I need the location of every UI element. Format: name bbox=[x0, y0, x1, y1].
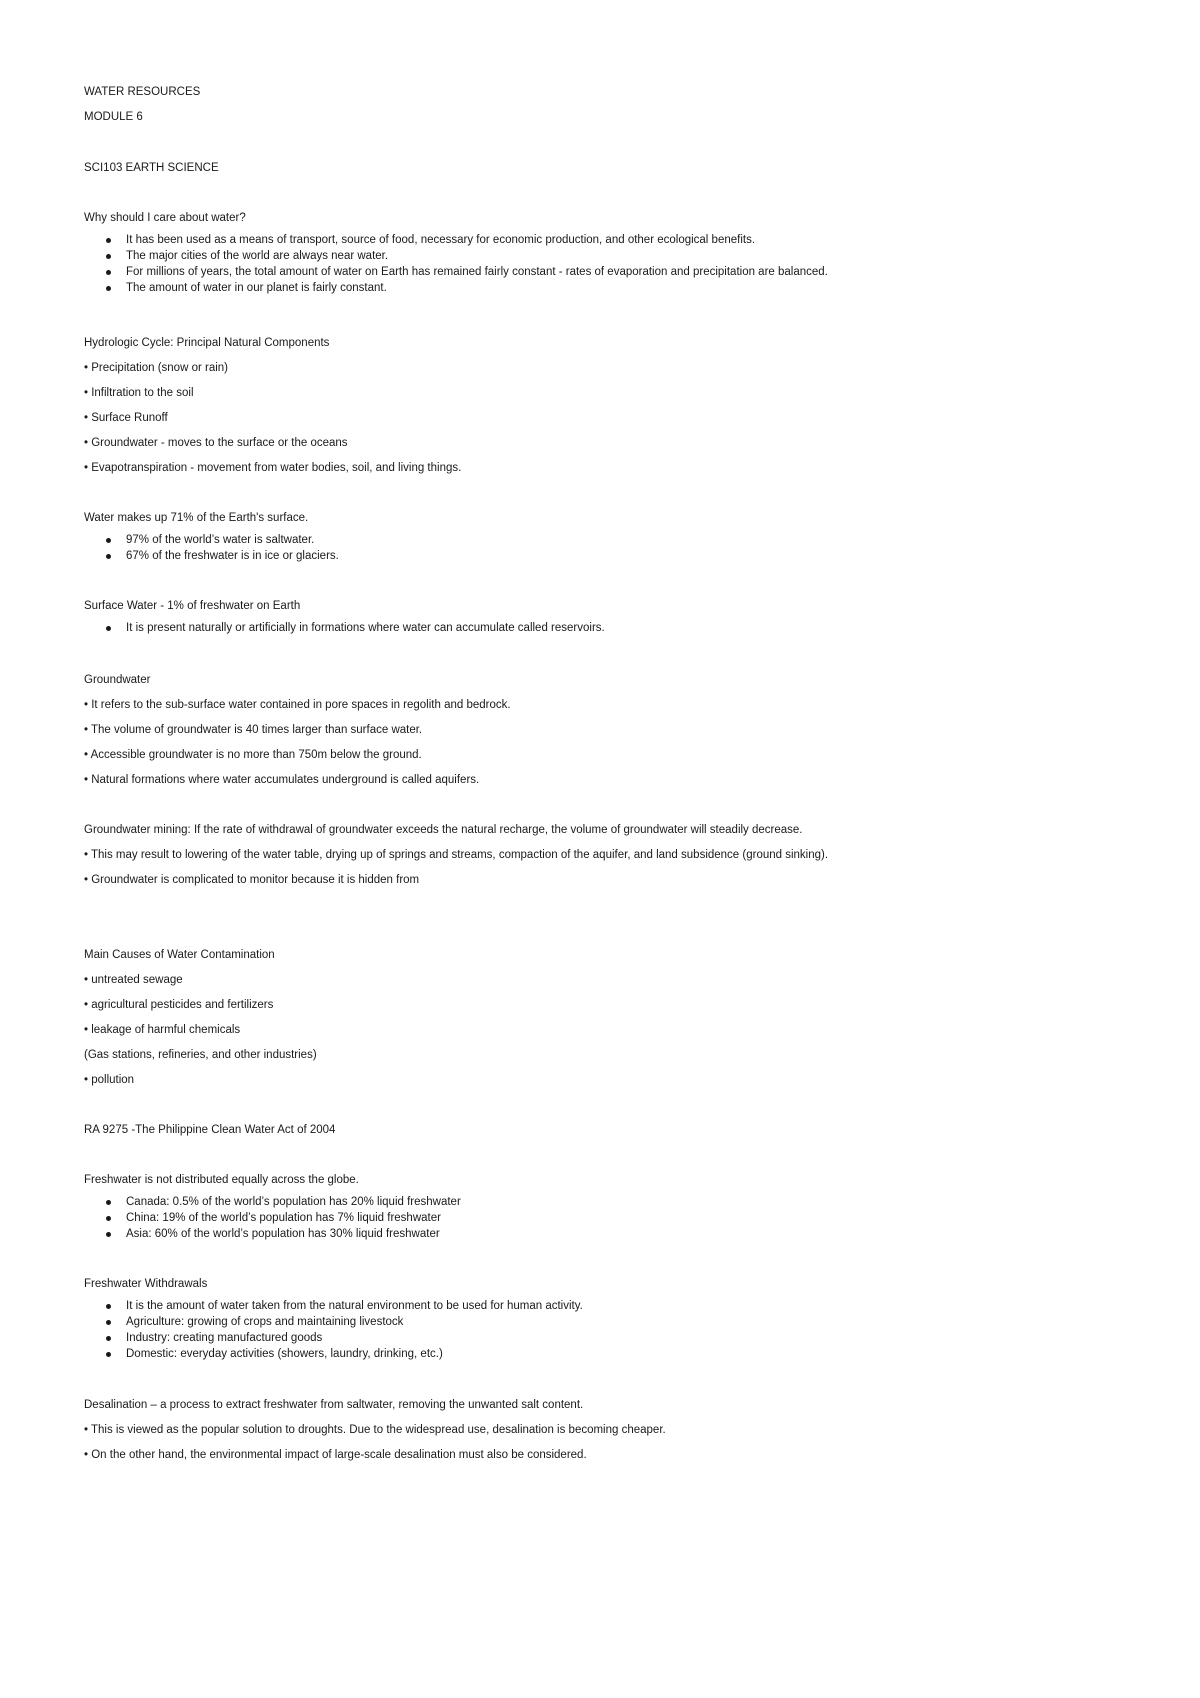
list-item: It is present naturally or artificially in formations where water can accumulate called reservoirs. bbox=[126, 622, 605, 634]
list-item: • Natural formations where water accumulates underground is called aquifers. bbox=[84, 774, 480, 786]
list-item: • untreated sewage bbox=[84, 974, 183, 986]
list-item: It is the amount of water taken from the natural environment to be used for human activity. bbox=[126, 1300, 583, 1312]
bullet-dot bbox=[106, 270, 111, 275]
list-item: • This may result to lowering of the water table, drying up of springs and streams, compaction of the aquifer, and land subsidence (ground sinking). bbox=[84, 849, 829, 861]
surface-water-heading: Surface Water - 1% of freshwater on Earth bbox=[84, 600, 301, 612]
document-title: WATER RESOURCES bbox=[84, 86, 201, 98]
list-item: Industry: creating manufactured goods bbox=[126, 1332, 323, 1344]
list-item: • On the other hand, the environmental impact of large-scale desalination must also be considered. bbox=[84, 1449, 587, 1461]
list-item: • Groundwater - moves to the surface or the oceans bbox=[84, 437, 348, 449]
bullet-dot bbox=[106, 1232, 111, 1237]
bullet-dot bbox=[106, 238, 111, 243]
course-label: SCI103 EARTH SCIENCE bbox=[84, 162, 219, 174]
bullet-dot bbox=[106, 1200, 111, 1205]
list-item: • Surface Runoff bbox=[84, 412, 168, 424]
list-item: (Gas stations, refineries, and other industries) bbox=[84, 1049, 317, 1061]
water-surface-heading: Water makes up 71% of the Earth's surface. bbox=[84, 512, 309, 524]
list-item: Canada: 0.5% of the world’s population has 20% liquid freshwater bbox=[126, 1196, 461, 1208]
bullet-dot bbox=[106, 286, 111, 291]
list-item: • leakage of harmful chemicals bbox=[84, 1024, 241, 1036]
list-item: The amount of water in our planet is fairly constant. bbox=[126, 282, 387, 294]
desalination-heading: Desalination – a process to extract freshwater from saltwater, removing the unwanted salt content. bbox=[84, 1399, 584, 1411]
bullet-dot bbox=[106, 1336, 111, 1341]
mining-heading: Groundwater mining: If the rate of withdrawal of groundwater exceeds the natural recharge, the volume of groundwater will steadily decrease. bbox=[84, 824, 803, 836]
hydrologic-heading: Hydrologic Cycle: Principal Natural Components bbox=[84, 337, 330, 349]
why-care-heading: Why should I care about water? bbox=[84, 212, 246, 224]
list-item: It has been used as a means of transport, source of food, necessary for economic production, and other ecological benefits. bbox=[126, 234, 756, 246]
contamination-heading: Main Causes of Water Contamination bbox=[84, 949, 275, 961]
bullet-dot bbox=[106, 1216, 111, 1221]
list-item: • agricultural pesticides and fertilizers bbox=[84, 999, 274, 1011]
list-item: For millions of years, the total amount of water on Earth has remained fairly constant - rates of evaporation and precipitation are balanced. bbox=[126, 266, 828, 278]
list-item: • Accessible groundwater is no more than 750m below the ground. bbox=[84, 749, 422, 761]
bullet-dot bbox=[106, 1352, 111, 1357]
list-item: 97% of the world’s water is saltwater. bbox=[126, 534, 315, 546]
list-item: The major cities of the world are always near water. bbox=[126, 250, 389, 262]
list-item: • Precipitation (snow or rain) bbox=[84, 362, 228, 374]
bullet-dot bbox=[106, 254, 111, 259]
list-item: Asia: 60% of the world’s population has 30% liquid freshwater bbox=[126, 1228, 440, 1240]
distribution-heading: Freshwater is not distributed equally across the globe. bbox=[84, 1174, 359, 1186]
module-label: MODULE 6 bbox=[84, 111, 143, 123]
list-item: Domestic: everyday activities (showers, laundry, drinking, etc.) bbox=[126, 1348, 443, 1360]
list-item: 67% of the freshwater is in ice or glaciers. bbox=[126, 550, 339, 562]
list-item: • Groundwater is complicated to monitor because it is hidden from bbox=[84, 874, 420, 886]
bullet-dot bbox=[106, 538, 111, 543]
law-reference: RA 9275 -The Philippine Clean Water Act of 2004 bbox=[84, 1124, 336, 1136]
withdrawals-heading: Freshwater Withdrawals bbox=[84, 1278, 208, 1290]
list-item: Agriculture: growing of crops and maintaining livestock bbox=[126, 1316, 404, 1328]
bullet-dot bbox=[106, 1304, 111, 1309]
list-item: • It refers to the sub-surface water contained in pore spaces in regolith and bedrock. bbox=[84, 699, 511, 711]
list-item: • pollution bbox=[84, 1074, 135, 1086]
list-item: • The volume of groundwater is 40 times larger than surface water. bbox=[84, 724, 423, 736]
bullet-dot bbox=[106, 1320, 111, 1325]
list-item: • Infiltration to the soil bbox=[84, 387, 194, 399]
list-item: • This is viewed as the popular solution to droughts. Due to the widespread use, desalination is becoming cheaper. bbox=[84, 1424, 666, 1436]
bullet-dot bbox=[106, 626, 111, 631]
groundwater-heading: Groundwater bbox=[84, 674, 151, 686]
list-item: China: 19% of the world’s population has 7% liquid freshwater bbox=[126, 1212, 441, 1224]
list-item: • Evapotranspiration - movement from water bodies, soil, and living things. bbox=[84, 462, 462, 474]
bullet-dot bbox=[106, 554, 111, 559]
